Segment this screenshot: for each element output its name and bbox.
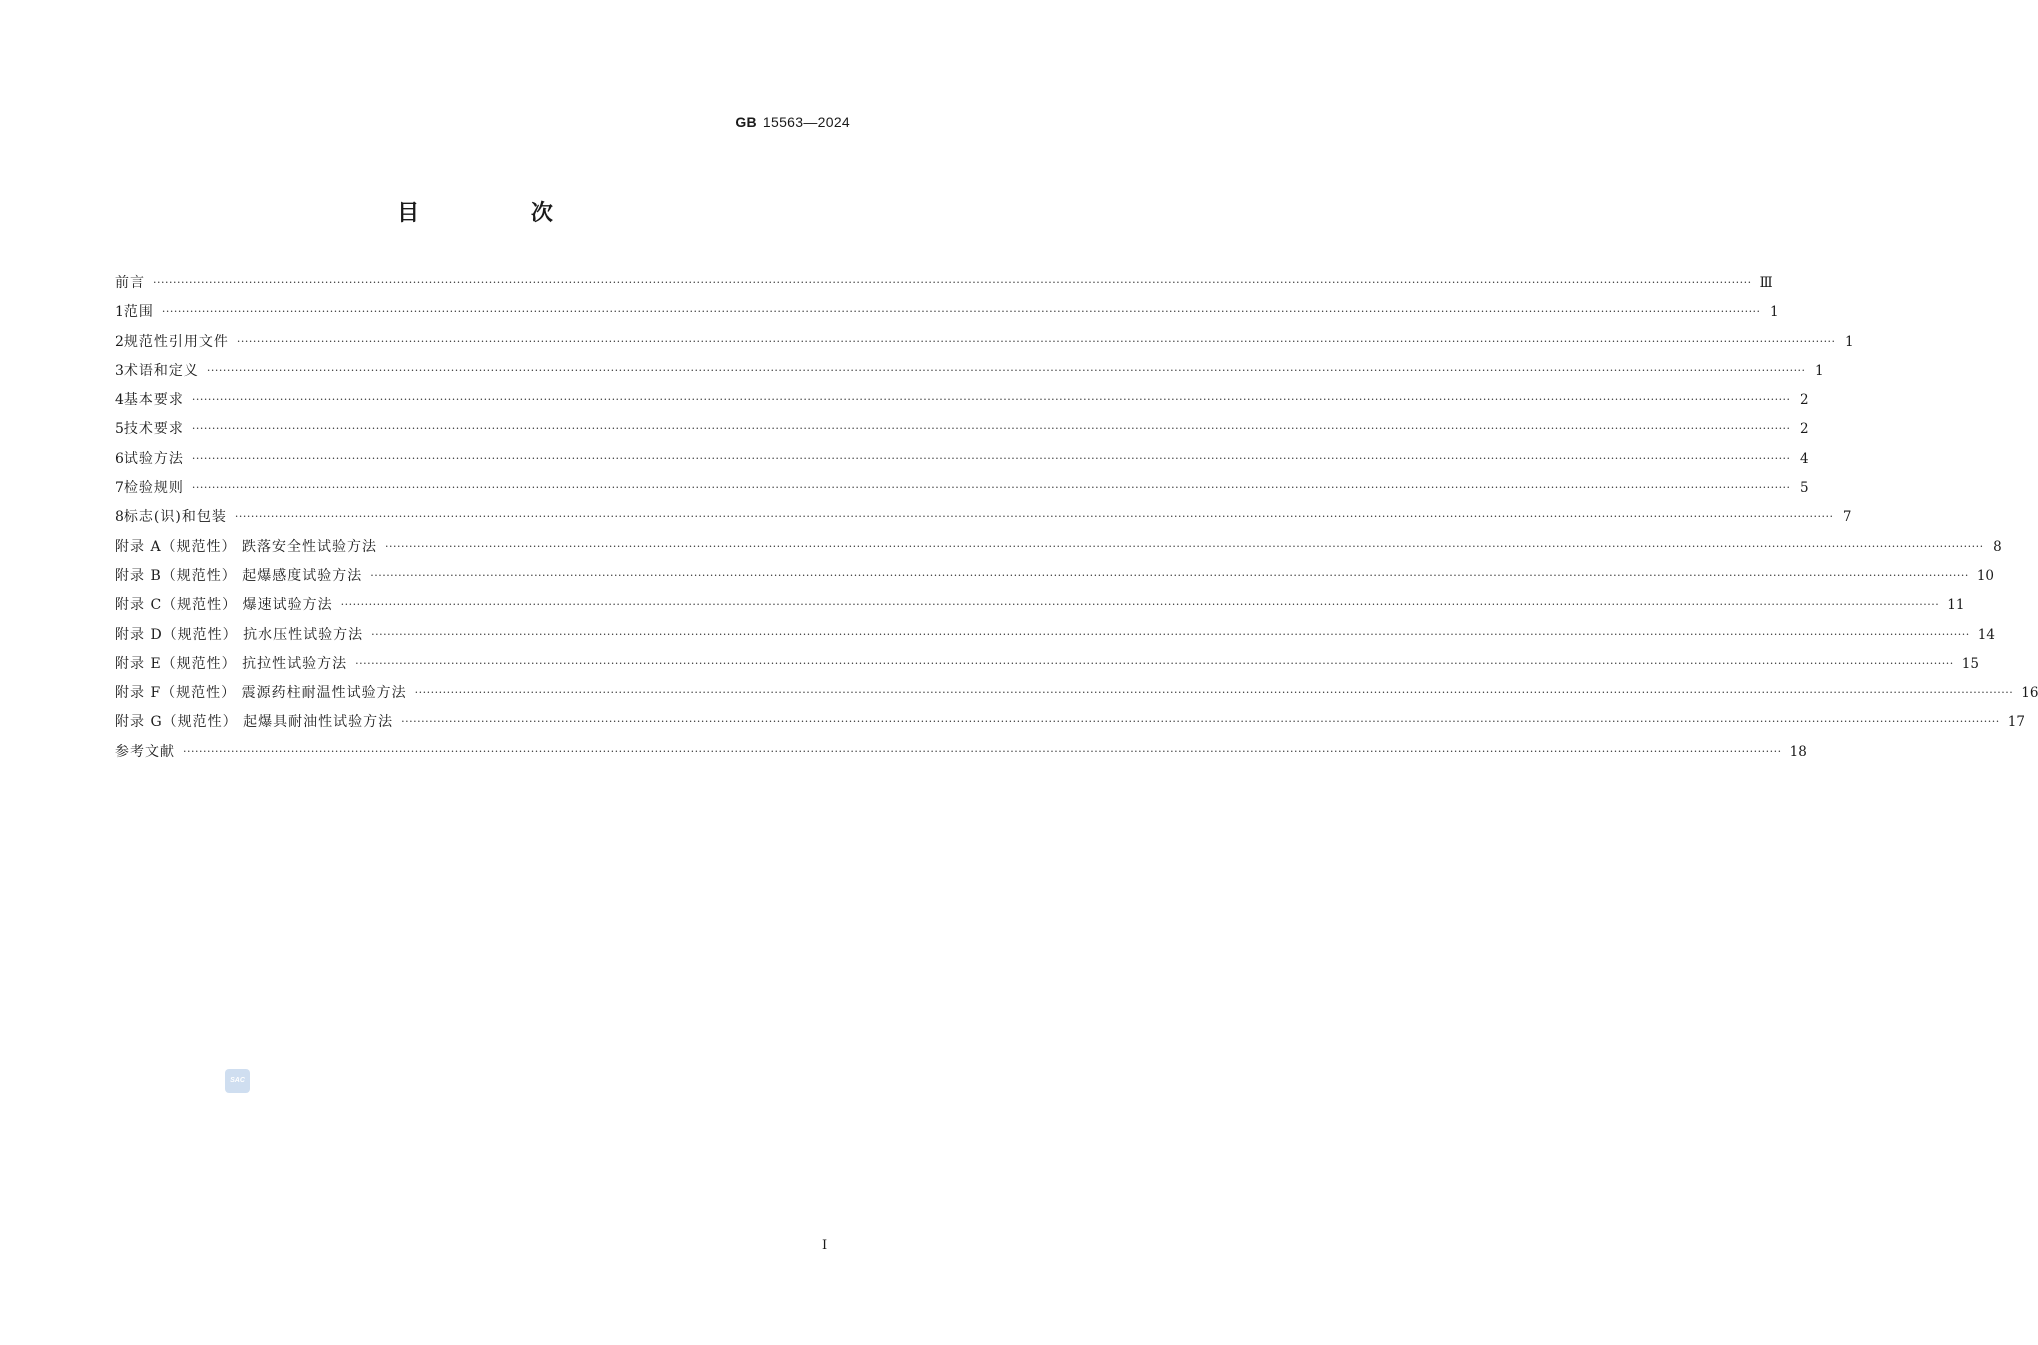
toc-dot-leader: ················································································································································································································································································································································································································ [385,539,1984,553]
toc-entry-label: 附录 F（规范性） 震源药柱耐温性试验方法 [115,685,407,702]
toc-entry[interactable] [115,594,1965,623]
table-of-contents [115,272,2038,770]
toc-dot-leader: ················································································································································································································································································································································································································ [414,686,2014,700]
toc-dot-leader: ················································································································································································································································································································································································································ [206,363,1806,377]
toc-entry-page: 14 [1977,626,1995,643]
toc-entry[interactable] [115,711,2025,740]
toc-dot-leader: ················································································································································································································································································································································································································ [191,481,1791,495]
standard-number: 15563—2024 [762,114,850,130]
toc-entry-page: 5 [1799,480,1809,497]
toc-entry-label: 附录 C（规范性） 爆速试验方法 [115,597,333,614]
toc-entry-page: 17 [2007,714,2025,731]
toc-entry-label: 标志(识)和包装 [123,509,227,526]
toc-entry[interactable] [115,272,1773,301]
toc-dot-leader: ················································································································································································································································································································································································································ [234,510,1834,524]
toc-dot-leader: ················································································································································································································································································································································································································ [153,276,1752,289]
toc-dot-leader: ················································································································································································································································································································································································································ [191,451,1791,465]
toc-entry-number: 8 [115,509,124,526]
toc-entry-label: 规范性引用文件 [123,333,229,350]
toc-dot-leader: ················································································································································································································································································································································································································ [401,715,2000,729]
toc-entry-page: 18 [1789,743,1807,760]
toc-entry-number: 6 [115,450,124,467]
toc-dot-leader: ················································································································································································································································································································································································································ [183,744,1782,758]
toc-entry[interactable] [115,565,1995,594]
toc-entry-label: 参考文献 [115,743,175,760]
toc-entry[interactable] [115,448,1809,477]
toc-dot-leader: ················································································································································································································································································································································································································ [355,656,1954,670]
toc-entry-page: 2 [1799,392,1809,409]
toc-dot-leader: ················································································································································································································································································································································································································ [370,568,1969,582]
toc-entry-label: 术语和定义 [123,362,199,379]
toc-entry-page: 1 [1769,304,1779,321]
toc-entry-number: 3 [115,362,124,379]
toc-entry-number: 5 [115,421,124,438]
toc-entry-label: 基本要求 [123,392,184,409]
toc-entry-number: 7 [115,480,124,497]
toc-entry-label: 范围 [123,304,154,321]
toc-entry[interactable] [115,389,1809,418]
toc-entry-page: 11 [1947,597,1965,614]
toc-entry-page: 16 [2021,685,2038,702]
page-title: 目 次 [397,201,605,226]
toc-entry[interactable] [115,536,2002,565]
toc-entry-page: 10 [1976,567,1995,584]
sac-logo-watermark: SAC [225,1069,250,1093]
toc-entry-page: 7 [1842,509,1852,526]
toc-dot-leader: ················································································································································································································································································································································································································ [191,422,1791,436]
toc-entry-label: 试验方法 [123,450,184,467]
toc-entry-page: Ⅲ [1759,275,1773,291]
toc-entry-label: 附录 E（规范性） 抗拉性试验方法 [115,655,348,672]
toc-entry-page: 8 [1993,538,2002,555]
toc-entry[interactable] [115,624,1995,653]
toc-entry-label: 附录 D（规范性） 抗水压性试验方法 [115,626,364,643]
standard-prefix: GB [735,114,757,130]
toc-entry[interactable] [115,741,1807,770]
toc-dot-leader: ················································································································································································································································································································································································································ [161,305,1761,319]
toc-entry[interactable] [115,653,1979,682]
toc-entry-page: 15 [1961,655,1979,672]
toc-entry[interactable] [115,682,2038,711]
toc-entry-label: 技术要求 [123,421,184,438]
toc-entry-page: 1 [1814,362,1824,379]
toc-entry[interactable] [115,477,1809,506]
toc-entry-page: 2 [1799,421,1809,438]
toc-dot-leader: ················································································································································································································································································································································································································ [340,598,1940,612]
toc-dot-leader: ················································································································································································································································································································································································································ [236,334,1836,348]
toc-entry-label: 检验规则 [123,480,184,497]
toc-entry[interactable] [115,506,1852,535]
toc-entry[interactable] [115,418,1809,447]
toc-entry-number: 1 [115,304,124,321]
toc-entry-number: 2 [115,333,124,350]
toc-entry-label: 附录 B（规范性） 起爆感度试验方法 [115,567,363,584]
toc-entry-label: 附录 A（规范性） 跌落安全性试验方法 [115,538,378,555]
toc-dot-leader: ················································································································································································································································································································································································································ [371,627,1970,641]
toc-entry-page: 4 [1799,450,1809,467]
toc-entry[interactable] [115,301,1779,330]
toc-entry[interactable] [115,331,1854,360]
toc-dot-leader: ················································································································································································································································································································································································································ [191,393,1791,407]
page-number: I [822,1238,828,1253]
toc-entry[interactable] [115,360,1824,389]
toc-entry-label: 附录 G（规范性） 起爆具耐油性试验方法 [115,714,394,731]
toc-entry-page: 1 [1844,333,1854,350]
toc-entry-label: 前言 [115,275,145,291]
toc-entry-number: 4 [115,392,124,409]
standard-code [735,114,850,130]
